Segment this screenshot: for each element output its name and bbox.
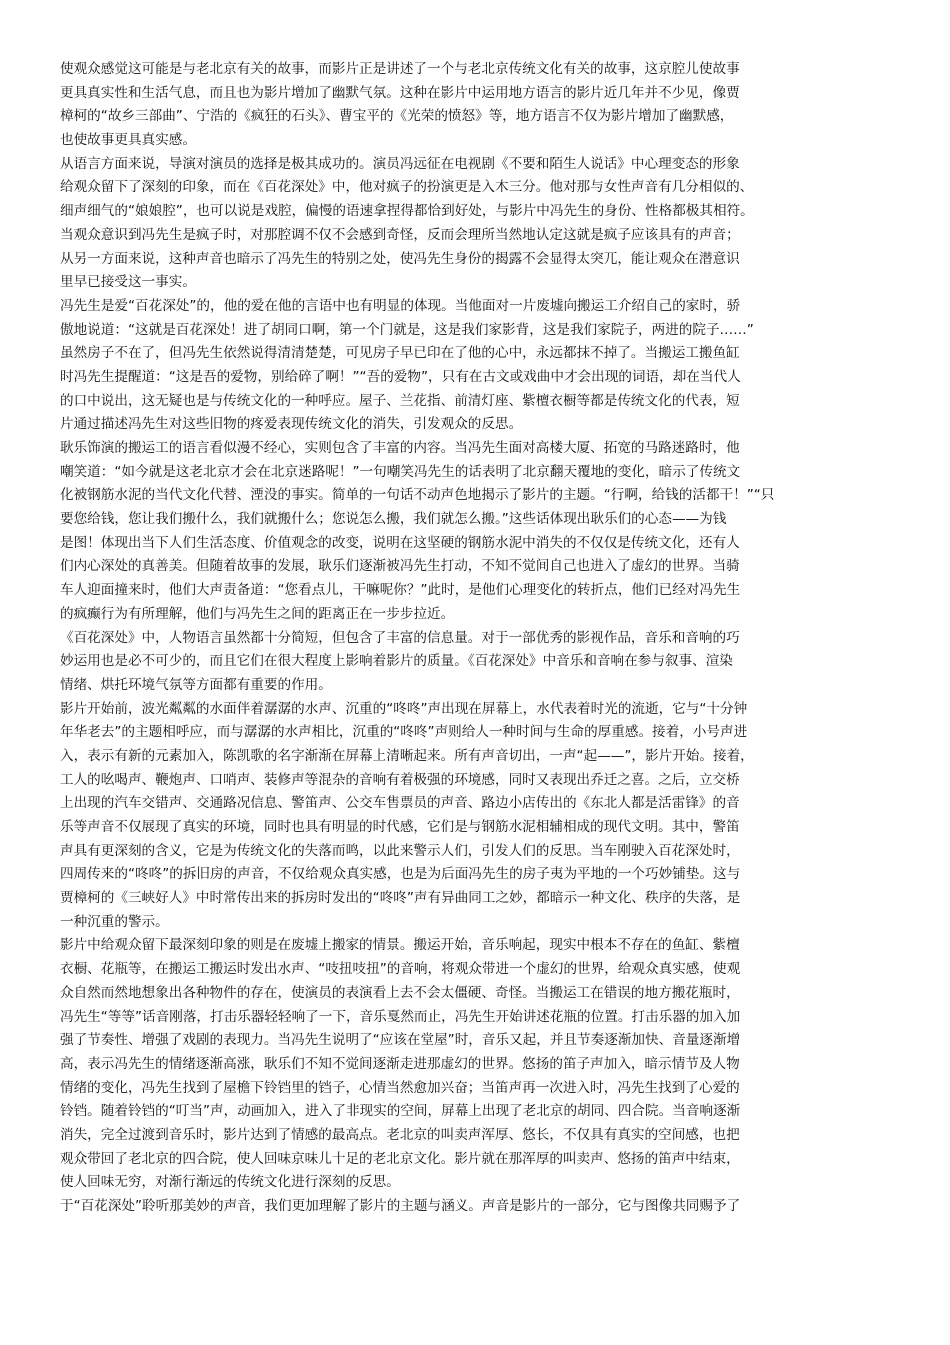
text-line: 时冯先生提醒道：“这是吾的爱物，别给碎了啊！”“吾的爱物”，只有在古文或戏曲中才会出现的词语，却在当代人 [60, 368, 741, 385]
text-line: 给观众留下了深刻的印象，而在《百花深处》中，他对疯子的扮演更是入木三分。他对那与女性声音有几分相似的、 [60, 179, 754, 196]
text-line: 情绪的变化，冯先生找到了屋檐下铃铛里的铛子，心情当然愈加兴奋；当笛声再一次进入时，冯先生找到了心爱的 [60, 1079, 740, 1096]
text-line: 化被钢筋水泥的当代文化代替、湮没的事实。简单的一句话不动声色地揭示了影片的主题。“行啊，给钱的活都干！”“只 [60, 487, 775, 504]
text-line: 当观众意识到冯先生是疯子时，对那腔调不仅不会感到奇怪，反而会理所当然地认定这就是疯子应该具有的声音； [60, 226, 740, 243]
text-line: 耿乐饰演的搬运工的语言看似漫不经心，实则包含了丰富的内容。当冯先生面对高楼大厦、拓宽的马路迷路时，他 [60, 440, 740, 456]
text-line: 声具有更深刻的含义，它是为传统文化的失落而鸣，以此来警示人们，引发人们的反思。当车刚驶入百花深处时， [60, 842, 740, 859]
text-line: 樟柯的“故乡三部曲”、宁浩的《疯狂的石头》、曹宝平的《光荣的愤怒》等，地方语言不仅为影片增加了幽默感， [60, 108, 734, 125]
text-line: 冯先生“等等”话音刚落，打击乐器轻轻响了一下，音乐戛然而止，冯先生开始讲述花瓶的位置。打击乐器的加入加 [60, 1008, 741, 1025]
text-line: 衣橱、花瓶等，在搬运工搬运时发出水声、“吱扭吱扭”的音响，将观众带进一个虚幻的世界，给观众真实感，使观 [60, 961, 741, 978]
text-line: 年华老去”的主题相呼应，而与潺潺的水声相比，沉重的“咚咚”声则给人一种时间与生命的厚重感。接着，小号声进 [60, 724, 748, 741]
text-line: 《百花深处》中，人物语言虽然都十分简短，但包含了丰富的信息量。对于一部优秀的影视作品，音乐和音响的巧 [60, 629, 740, 646]
text-line: 片通过描述冯先生对这些旧物的疼爱表现传统文化的消失，引发观众的反思。 [60, 416, 523, 433]
text-line: 的口中说出，这无疑也是与传统文化的一种呼应。屋子、兰花指、前清灯座、紫檀衣橱等都是传统文化的代表，短 [60, 392, 740, 409]
text-line: 上出现的汽车交错声、交通路况信息、警笛声、公交车售票员的声音、路边小店传出的《东北人都是活雷锋》的音 [60, 795, 740, 812]
text-line: 妙运用也是必不可少的，而且它们在很大程度上影响着影片的质量。《百花深处》中音乐和音响在参与叙事、渲染 [60, 653, 733, 670]
text-line: 众自然而然地想象出各种物件的存在，使演员的表演看上去不会太僵硬、奇怪。当搬运工在错误的地方搬花瓶时， [60, 984, 740, 1001]
text-line: 影片开始前，波光粼粼的水面伴着潺潺的水声、沉重的“咚咚”声出现在屏幕上，水代表着时光的流逝，它与“十分钟 [60, 700, 748, 717]
text-line: 使观众感觉这可能是与老北京有关的故事，而影片正是讲述了一个与老北京传统文化有关的故事，这京腔儿使故事 [60, 61, 740, 77]
text-line: 更具真实性和生活气息，而且也为影片增加了幽默气氛。这种在影片中运用地方语言的影片近几年并不少见，像贾 [60, 84, 740, 101]
text-line: 铃铛。随着铃铛的“叮当”声，动画加入，进入了非现实的空间，屏幕上出现了老北京的胡同、四合院。当音响逐渐 [60, 1103, 741, 1120]
text-line: 虽然房子不在了，但冯先生依然说得清清楚楚，可见房子早已印在了他的心中，永远都抹不掉了。当搬运工搬鱼缸 [60, 345, 740, 362]
text-line: 贾樟柯的《三峡好人》中时常传出来的拆房时发出的“咚咚”声有异曲同工之妙，都暗示一种文化、秩序的失落，是 [60, 890, 741, 907]
text-line: 冯先生是爱“百花深处”的，他的爱在他的言语中也有明显的体现。当他面对一片废墟向搬运工介绍自己的家时，骄 [60, 297, 741, 314]
text-line: 也使故事更具真实感。 [60, 132, 196, 149]
text-line: 的疯癫行为有所理解，他们与冯先生之间的距离正在一步步拉近。 [60, 605, 455, 622]
text-line: 使人回味无穷，对渐行渐远的传统文化进行深刻的反思。 [60, 1174, 400, 1191]
text-line: 从另一方面来说，这种声音也暗示了冯先生的特别之处，使冯先生身份的揭露不会显得太突兀，能让观众在潜意识 [60, 250, 740, 267]
text-line [60, 1219, 890, 1243]
text-line: 是图！体现出当下人们生活态度、价值观念的改变，说明在这坚硬的钢筋水泥中消失的不仅仅是传统文化，还有人 [60, 534, 740, 551]
text-line: 于“百花深处”聆听那美妙的声音，我们更加理解了影片的主题与涵义。声音是影片的一部分，它与图像共同赐予了 [60, 1198, 741, 1214]
text-line: 四周传来的“咚咚”的拆旧房的声音，不仅给观众真实感，也是为后面冯先生的房子夷为平地的一个巧妙铺垫。这与 [60, 866, 741, 883]
text-line: 傲地说道：“这就是百花深处！进了胡同口啊，第一个门就是，这是我们家影背，这是我们家院子，两进的院子……” [60, 321, 754, 338]
text-line: 要您给钱，您让我们搬什么，我们就搬什么；您说怎么搬，我们就怎么搬。”这些话体现出耿乐们的心态——为钱 [60, 511, 727, 528]
text-line: 工人的吆喝声、鞭炮声、口哨声、装修声等混杂的音响有着极强的环境感，同时又表现出乔迁之喜。之后，立交桥 [60, 771, 740, 788]
text-line: 情绪、烘托环境气氛等方面都有重要的作用。 [60, 676, 332, 693]
text-line: 乐等声音不仅展现了真实的环境，同时也具有明显的时代感，它们是与钢筋水泥相辅相成的现代文明。其中，警笛 [60, 819, 740, 835]
text-line: 消失，完全过渡到音乐时，影片达到了情感的最高点。老北京的叫卖声浑厚、悠长，不仅具有真实的空间感，也把 [60, 1126, 740, 1143]
text-line: 细声细气的“娘娘腔”，也可以说是戏腔，偏慢的语速拿捏得都恰到好处，与影片中冯先生的身份、性格都极其相符。 [60, 203, 754, 220]
text-line: 里早已接受这一事实。 [60, 274, 196, 291]
text-line: 影片中给观众留下最深刻印象的则是在废墟上搬家的情景。搬运开始，音乐响起，现实中根本不存在的鱼缸、紫檀 [60, 937, 740, 954]
text-line [60, 1242, 890, 1266]
text-line: 一种沉重的警示。 [60, 913, 169, 930]
text-line: 车人迎面撞来时，他们大声责备道：“您看点儿，干嘛呢你？”此时，是他们心理变化的转折点，他们已经对冯先生 [60, 582, 741, 599]
text-line: 强了节奏性、增强了戏剧的表现力。当冯先生说明了“应该在堂屋”时，音乐又起，并且节奏逐渐加快、音量逐渐增 [60, 1032, 741, 1049]
text-line: 入，表示有新的元素加入，陈凯歌的名字渐渐在屏幕上清晰起来。所有声音切出，一声“起——”，影片开始。接着， [60, 747, 754, 764]
text-line: 高，表示冯先生的情绪逐渐高涨，耿乐们不知不觉间逐渐走进那虚幻的世界。悠扬的笛子声加入，暗示情节及人物 [60, 1055, 740, 1072]
text-line: 们内心深处的真善美。但随着故事的发展，耿乐们逐渐被冯先生打动，不知不觉间自己也进入了虚幻的世界。当骑 [60, 558, 740, 575]
text-line: 嘲笑道：“如今就是这老北京才会在北京迷路呢！”一句嘲笑冯先生的话表明了北京翻天覆地的变化，暗示了传统文 [60, 463, 741, 480]
text-line: 观众带回了老北京的四合院，使人回味京味儿十足的老北京文化。影片就在那浑厚的叫卖声、悠扬的笛声中结束， [60, 1150, 740, 1167]
text-line: 从语言方面来说，导演对演员的选择是极其成功的。演员冯远征在电视剧《不要和陌生人说话》中心理变态的形象 [60, 155, 740, 172]
